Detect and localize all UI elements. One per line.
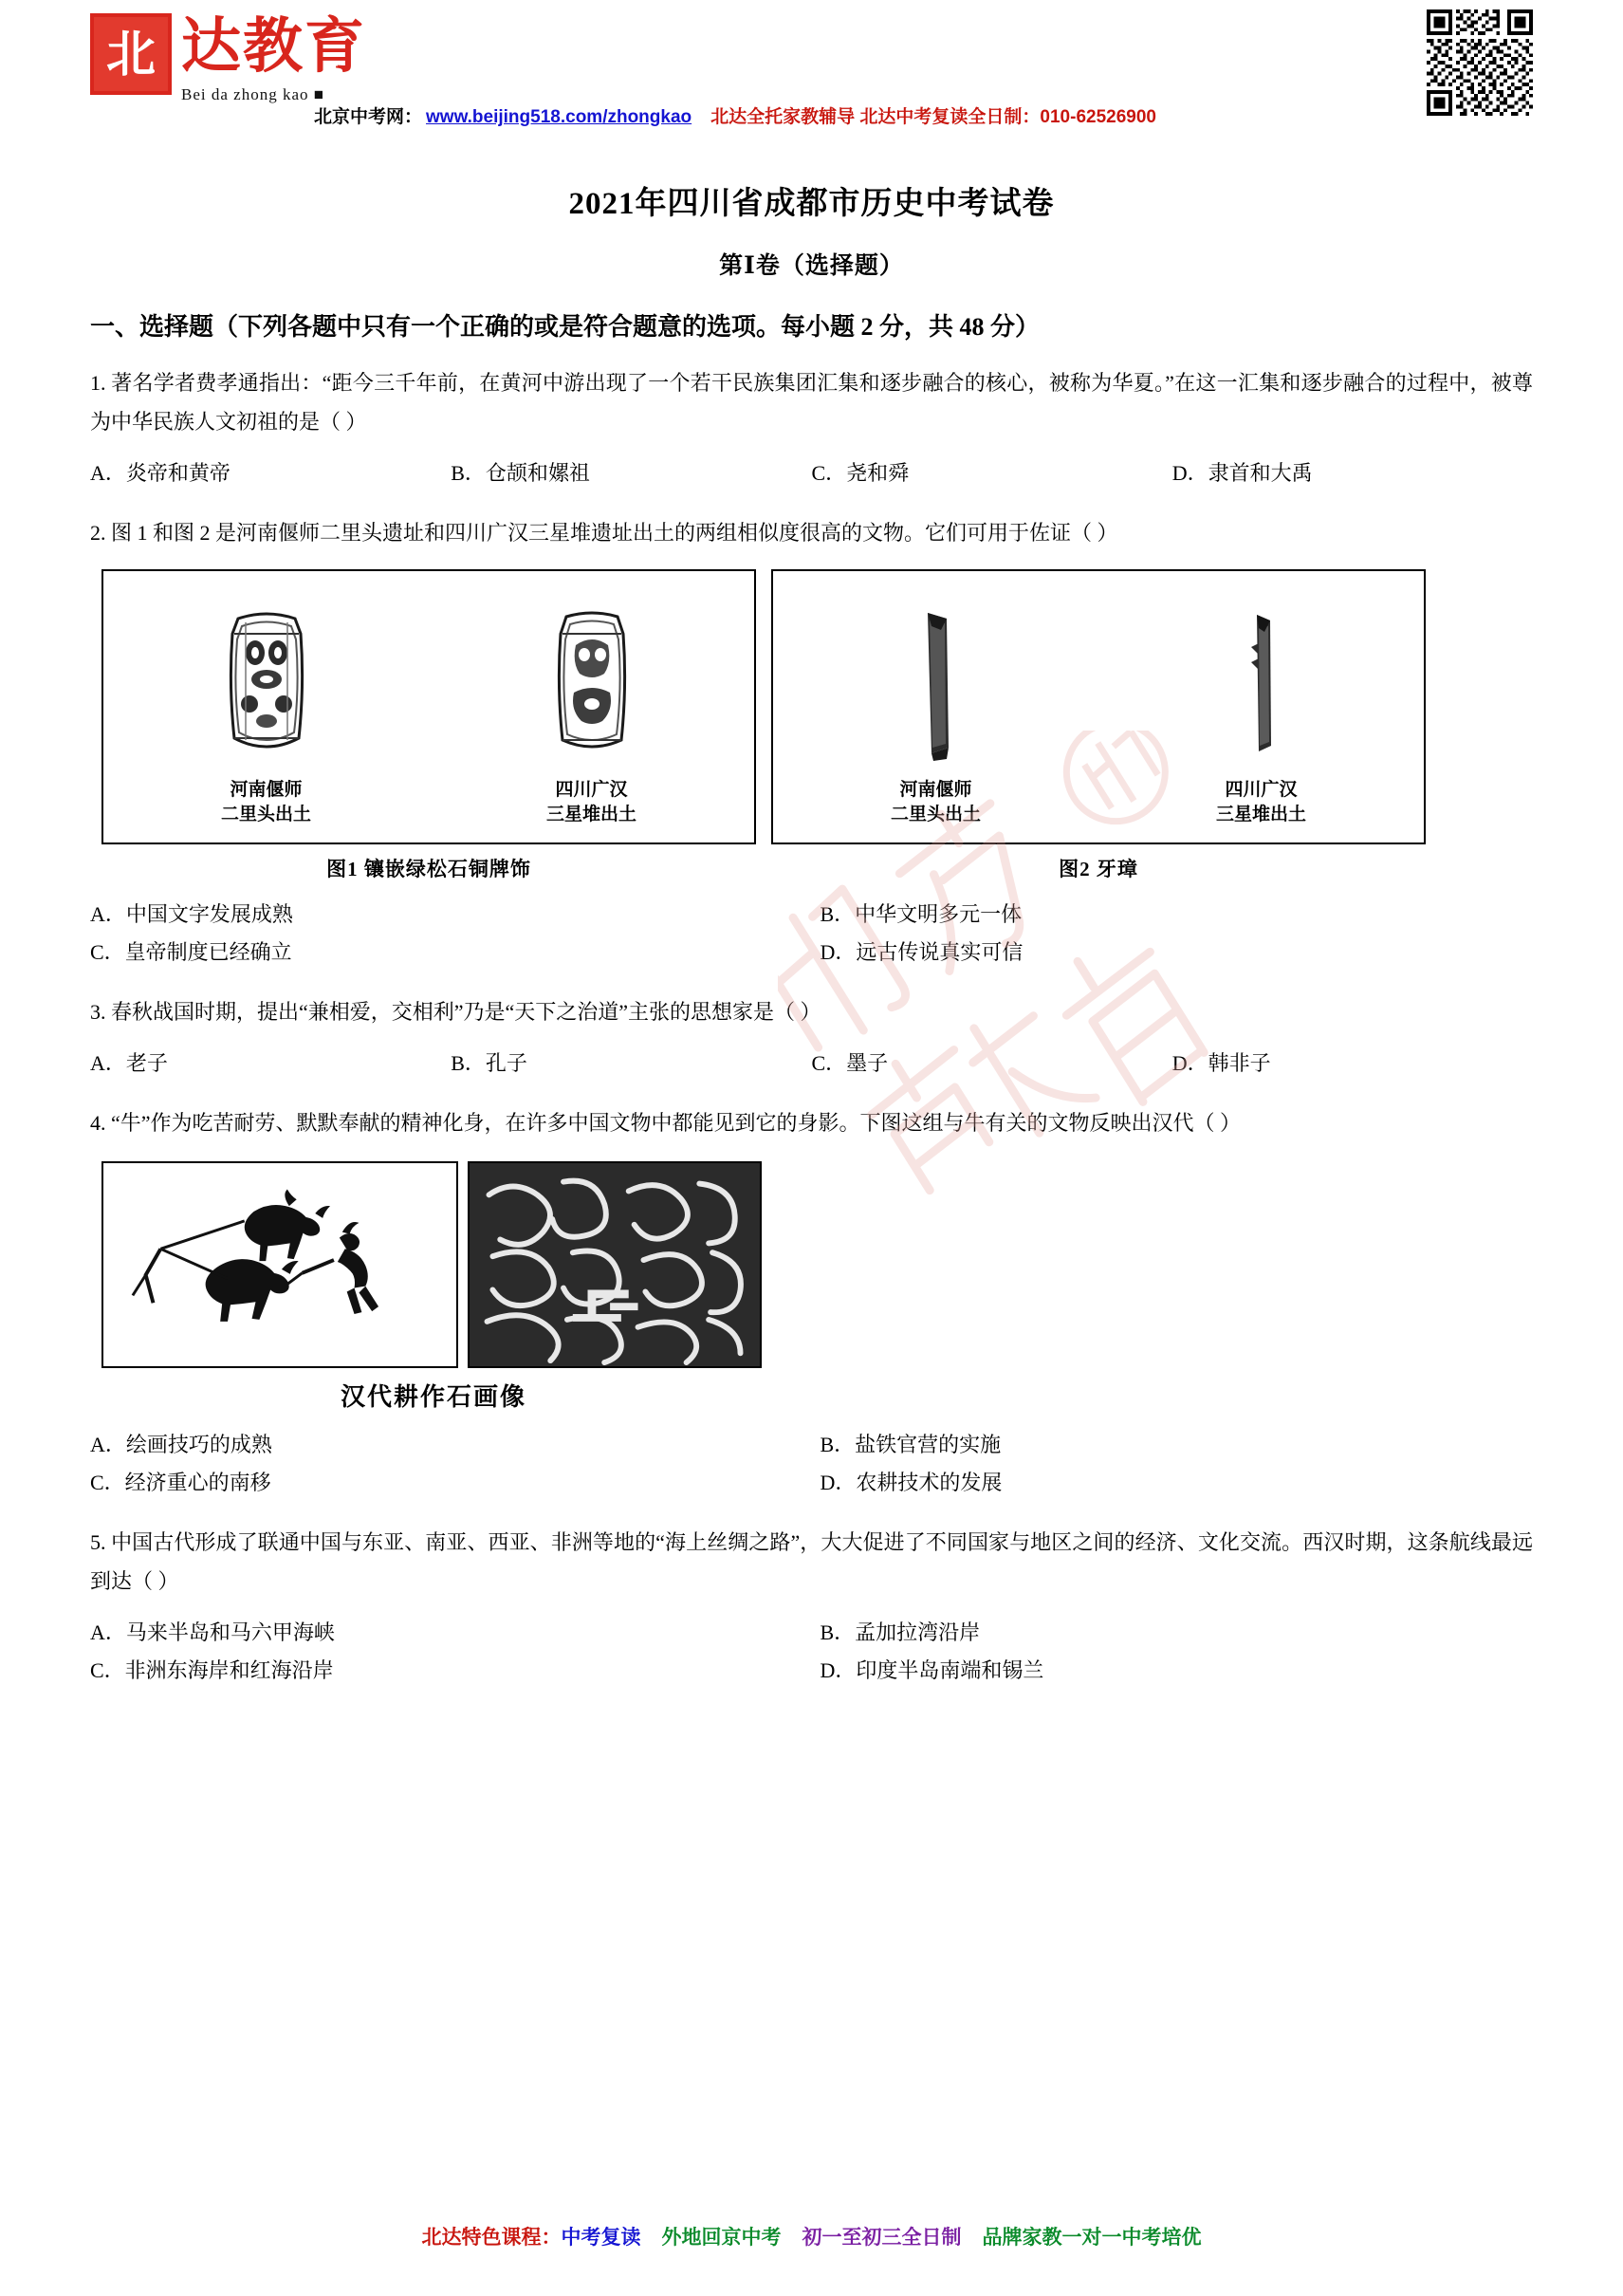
question-1-text: 著名学者费孝通指出：“距今三千年前，在黄河中游出现了一个若干民族集团汇集和逐步融合的核心，被称为华夏。”在这一汇集和逐步融合的过程中，被尊为中华民族人文初祖的是（ ） <box>90 371 1533 434</box>
header-links <box>314 102 1156 128</box>
option-3-b[interactable]: B．孔子 <box>451 1051 527 1075</box>
ox-plowing-scene-image <box>103 1163 456 1366</box>
question-3-options <box>90 1045 1533 1083</box>
option-1-c[interactable]: C．尧和舜 <box>811 461 910 485</box>
question-3 <box>90 992 1533 1031</box>
figure-1-left <box>103 571 429 842</box>
option-4-c[interactable]: C．经济重心的南移 <box>90 1471 271 1494</box>
han-stone-relief-pattern-image <box>470 1163 760 1366</box>
page-title: 2021年四川省成都市历史中考试卷 <box>568 187 1055 221</box>
question-5-options <box>90 1614 1533 1690</box>
option-1-a[interactable]: A．炎帝和黄帝 <box>90 461 231 485</box>
seal-icon: 北 <box>90 13 172 95</box>
option-5-a[interactable]: A．马来半岛和马六甲海峡 <box>90 1620 335 1644</box>
brand-text <box>181 13 366 104</box>
option-3-d[interactable]: D．韩非子 <box>1171 1051 1271 1075</box>
header-promo-text: 北达全托家教辅导 北达中考复读全日制：010-62526900 <box>710 107 1156 127</box>
brand-logo <box>90 13 366 104</box>
figure-1-left-label-1: 河南偃师 <box>230 780 303 800</box>
figure-1-right-label-2: 三星堆出土 <box>545 805 636 824</box>
option-1-b[interactable]: B．仓颉和嫘祖 <box>451 461 590 485</box>
option-4-b[interactable]: B．盐铁官营的实施 <box>820 1433 1002 1456</box>
question-4-number: 4. <box>90 1111 106 1135</box>
footer-item-1[interactable]: 中考复读 <box>561 2227 641 2249</box>
question-3-text: 春秋战国时期，提出“兼相爱，交相利”乃是“天下之治道”主张的思想家是（ ） <box>111 1000 821 1024</box>
question-4-options <box>90 1426 1533 1502</box>
bronze-plaque-erlitou-image <box>210 605 323 767</box>
figure-1-left-label-2: 二里头出土 <box>220 805 311 824</box>
question-2 <box>90 513 1533 552</box>
option-2-b[interactable]: B．中华文明多元一体 <box>820 902 1023 926</box>
question-1-number: 1. <box>90 371 106 395</box>
question-1 <box>90 363 1533 441</box>
question-2-options <box>90 896 1533 972</box>
footer-item-4[interactable]: 品牌家教一对一中考培优 <box>982 2227 1202 2249</box>
option-2-a[interactable]: A．中国文字发展成熟 <box>90 902 293 926</box>
page-footer <box>0 2222 1623 2250</box>
question-4-figures <box>101 1161 1533 1368</box>
figure-2-box <box>771 569 1426 844</box>
han-ox-rubbing-right <box>468 1161 762 1368</box>
figure-2-left <box>773 571 1098 842</box>
footer-item-2[interactable]: 外地回京中考 <box>661 2227 782 2249</box>
brand-name-en: Bei da zhong kao ■ <box>181 85 325 103</box>
footer-item-3[interactable]: 初一至初三全日制 <box>802 2227 962 2249</box>
question-4 <box>90 1103 1533 1142</box>
figure-2-left-label-1: 河南偃师 <box>899 780 972 800</box>
figure-2-right-label-2: 三星堆出土 <box>1215 805 1306 824</box>
han-plowing-rubbing-left <box>101 1161 458 1368</box>
figure-2-caption: 图2 牙璋 <box>1059 858 1138 880</box>
page-header <box>90 0 1533 161</box>
option-5-b[interactable]: B．孟加拉湾沿岸 <box>820 1620 981 1644</box>
question-4-text: “牛”作为吃苦耐劳、默默奉献的精神化身，在许多中国文物中都能见到它的身影。下图这组与牛有关的文物反映出汉代（ ） <box>111 1111 1242 1135</box>
figure-2-right <box>1098 571 1424 842</box>
section-heading: 一、选择题（下列各题中只有一个正确的或是符合题意的选项。每小题 2 分，共 48 分） <box>90 313 1041 341</box>
figure-2-left-label-2: 二里头出土 <box>890 805 981 824</box>
figure-2-right-label-1: 四川广汉 <box>1225 780 1298 800</box>
figure-1-caption: 图1 镶嵌绿松石铜牌饰 <box>326 858 531 880</box>
question-5-text: 中国古代形成了联通中国与东亚、南亚、西亚、非洲等地的“海上丝绸之路”，大大促进了不同国家与地区之间的经济、文化交流。西汉时期，这条航线最远到达（ ） <box>90 1530 1534 1593</box>
jade-yazhang-erlitou-image <box>894 605 979 767</box>
question-2-text: 图 1 和图 2 是河南偃师二里头遗址和四川广汉三星堆遗址出土的两组相似度很高的文物。它们可用于佐证（ ） <box>111 521 1118 545</box>
question-3-number: 3. <box>90 1000 106 1024</box>
option-3-a[interactable]: A．老子 <box>90 1051 168 1075</box>
question-1-options <box>90 454 1533 492</box>
option-4-a[interactable]: A．绘画技巧的成熟 <box>90 1433 272 1456</box>
figure-1-right <box>429 571 754 842</box>
figure-1-box <box>101 569 756 844</box>
option-5-d[interactable]: D．印度半岛南端和锡兰 <box>820 1658 1044 1682</box>
question-2-number: 2. <box>90 521 106 545</box>
option-2-d[interactable]: D．远古传说真实可信 <box>820 940 1024 964</box>
brand-name-cn: 达教育 <box>181 13 366 80</box>
jade-yazhang-sanxingdui-image <box>1219 605 1304 767</box>
site-url-link[interactable]: www.beijing518.com/zhongkao <box>426 107 692 127</box>
option-1-d[interactable]: D．隶首和大禹 <box>1171 461 1313 485</box>
footer-label: 北达特色课程： <box>421 2227 562 2249</box>
qr-code-icon <box>1427 9 1533 116</box>
option-4-d[interactable]: D．农耕技术的发展 <box>820 1471 1003 1494</box>
site-name-label: 北京中考网： <box>314 107 423 127</box>
question-2-figure-captions <box>101 844 1533 882</box>
question-5-number: 5. <box>90 1530 106 1554</box>
question-4-figure-caption: 汉代耕作石画像 <box>340 1383 526 1411</box>
option-3-c[interactable]: C．墨子 <box>811 1051 889 1075</box>
option-5-c[interactable]: C．非洲东海岸和红海沿岸 <box>90 1658 334 1682</box>
paper-part-subtitle: 第Ⅰ卷（选择题） <box>719 253 904 279</box>
question-5 <box>90 1523 1533 1601</box>
bronze-plaque-sanxingdui-image <box>540 605 644 767</box>
figure-1-right-label-1: 四川广汉 <box>555 780 628 800</box>
option-2-c[interactable]: C．皇帝制度已经确立 <box>90 940 292 964</box>
question-2-figures <box>101 569 1533 844</box>
